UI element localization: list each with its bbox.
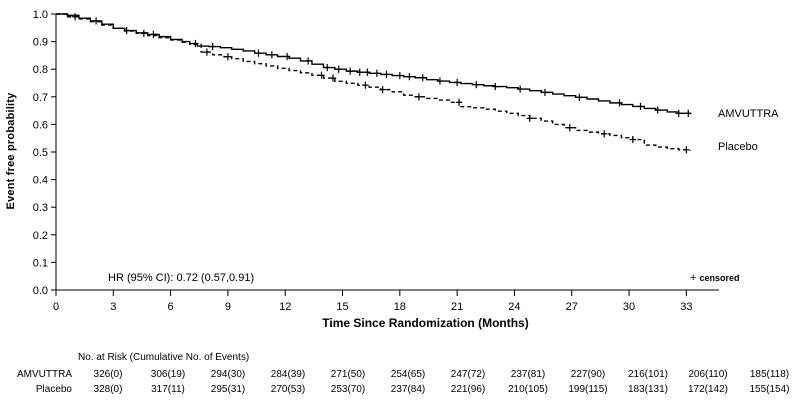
censor-tick-placebo [601, 130, 607, 137]
censor-tick-placebo [456, 99, 462, 106]
x-tick-label: 33 [680, 301, 693, 313]
censor-tick-amvuttra [347, 68, 353, 75]
censor-tick-amvuttra [685, 110, 691, 117]
censored-legend [690, 272, 739, 284]
risk-cell: 253(70) [330, 384, 366, 395]
censor-tick-placebo [630, 136, 636, 143]
risk-cell: 326(0) [93, 369, 123, 380]
censor-marker-icon: + [690, 272, 697, 284]
y-axis-title: Event free probability [5, 92, 17, 210]
censor-tick-amvuttra [364, 69, 370, 76]
risk-row-label: AMVUTTRA [17, 369, 72, 380]
y-tick-label: 0.0 [32, 285, 48, 297]
y-tick-label: 0.5 [32, 147, 48, 159]
risk-cell: 155(154) [749, 384, 790, 395]
risk-cell: 206(110) [688, 369, 728, 380]
censor-tick-placebo [204, 48, 210, 55]
risk-cell: 328(0) [93, 384, 123, 395]
risk-cell: 227(90) [570, 369, 606, 380]
y-tick-label: 0.4 [32, 174, 48, 187]
risk-cell: 254(65) [390, 369, 426, 380]
risk-cell: 284(39) [270, 369, 306, 380]
censored-legend-label: censored [699, 273, 740, 283]
y-tick-label: 0.8 [32, 64, 48, 77]
risk-cell: 294(30) [210, 369, 246, 380]
risk-row-label: Placebo [35, 384, 72, 395]
censor-tick-placebo [416, 93, 422, 100]
risk-cell: 306(19) [150, 369, 186, 380]
censor-tick-placebo [141, 30, 147, 37]
y-tick-label: 0.1 [32, 257, 48, 270]
censor-tick-amvuttra [383, 71, 389, 78]
y-tick-label: 0.2 [32, 229, 48, 242]
censor-tick-amvuttra [676, 110, 682, 117]
x-tick-label: 15 [336, 301, 349, 313]
risk-cell: 271(50) [330, 369, 366, 380]
x-tick-label: 3 [110, 301, 117, 313]
y-tick-label: 0.9 [32, 36, 48, 49]
risk-cell: 295(31) [210, 384, 246, 395]
y-tick-label: 1.0 [32, 9, 48, 21]
risk-cell: 172(142) [687, 384, 729, 395]
censor-tick-placebo [527, 115, 533, 122]
censor-tick-amvuttra [305, 57, 311, 64]
censor-tick-amvuttra [492, 83, 498, 90]
risk-table-row [0, 367, 801, 382]
risk-cell: 237(84) [390, 384, 426, 395]
censor-tick-placebo [362, 82, 368, 89]
hazard-ratio-annotation: HR (95% CI): 0.72 (0.57,0.91) [108, 272, 255, 284]
censor-tick-amvuttra [517, 85, 523, 92]
x-axis-title: Time Since Randomization (Months) [322, 316, 529, 330]
risk-cell: 317(11) [151, 384, 185, 395]
censor-tick-amvuttra [542, 89, 548, 96]
x-tick-label: 0 [52, 301, 60, 313]
risk-cell: 247(72) [450, 369, 486, 380]
censor-tick-placebo [683, 146, 689, 153]
risk-cell: 270(53) [270, 384, 306, 395]
x-tick-label: 6 [167, 301, 174, 313]
censor-tick-placebo [72, 13, 78, 20]
censor-tick-amvuttra [209, 43, 215, 50]
censor-tick-placebo [379, 86, 385, 93]
x-tick-label: 24 [508, 301, 521, 313]
censor-tick-amvuttra [150, 31, 156, 38]
x-tick-label: 21 [451, 301, 464, 313]
y-tick-label: 0.7 [32, 91, 48, 104]
censor-tick-amvuttra [397, 72, 403, 79]
x-tick-label: 30 [622, 301, 636, 313]
x-tick-label: 9 [224, 301, 231, 313]
series-label-amvuttra: AMVUTTRA [718, 108, 779, 120]
censor-tick-amvuttra [324, 64, 330, 71]
censor-tick-amvuttra [654, 106, 660, 113]
censor-tick-amvuttra [406, 73, 412, 80]
censor-tick-amvuttra [454, 79, 460, 86]
y-tick-label: 0.6 [32, 119, 48, 132]
risk-table-caption: No. at Risk (Cumulative No. of Events) [78, 352, 250, 363]
censor-tick-amvuttra [473, 81, 479, 88]
risk-cell: 237(81) [510, 369, 546, 380]
censor-tick-amvuttra [637, 103, 643, 110]
y-tick-label: 0.3 [32, 202, 48, 215]
x-tick-label: 18 [393, 301, 406, 313]
censor-tick-amvuttra [616, 99, 622, 106]
censor-tick-amvuttra [437, 77, 443, 84]
censor-tick-amvuttra [93, 17, 99, 24]
censor-tick-amvuttra [284, 53, 290, 60]
censor-tick-amvuttra [357, 69, 363, 76]
risk-table-row [0, 382, 801, 397]
series-label-placebo: Placebo [718, 141, 758, 153]
risk-cell: 183(131) [627, 384, 669, 395]
censor-tick-placebo [567, 124, 573, 131]
censor-tick-amvuttra [336, 66, 342, 73]
x-tick-label: 12 [279, 301, 292, 313]
risk-cell: 210(105) [507, 384, 549, 395]
censor-tick-amvuttra [576, 94, 582, 101]
censor-tick-placebo [225, 53, 231, 60]
risk-cell: 185(118) [749, 369, 790, 380]
risk-cell: 221(96) [450, 384, 486, 395]
censor-tick-amvuttra [269, 51, 275, 58]
risk-cell: 199(115) [568, 384, 608, 395]
risk-table-grid [0, 367, 801, 397]
x-tick-label: 27 [565, 301, 578, 313]
censor-tick-amvuttra [374, 70, 380, 77]
censor-tick-amvuttra [255, 50, 261, 57]
series-line-amvuttra [56, 14, 690, 114]
censor-tick-amvuttra [420, 74, 426, 81]
risk-cell: 216(101) [627, 369, 669, 380]
